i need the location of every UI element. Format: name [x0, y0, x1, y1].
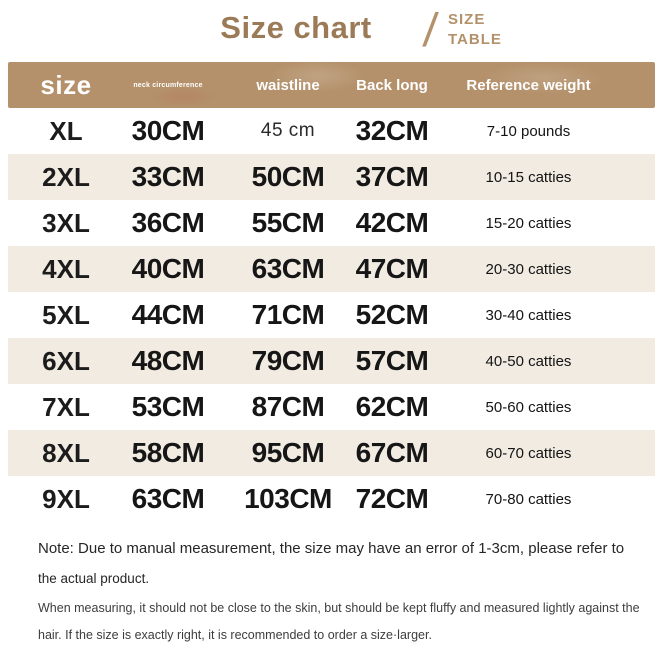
- slash-divider: /: [421, 3, 440, 56]
- weight-cell: 10-15 catties: [485, 168, 572, 186]
- table-row-4xl: [8, 246, 655, 292]
- size-cell: 4XL: [42, 253, 90, 284]
- table-row-8xl: [8, 430, 655, 476]
- notes-section: [38, 540, 638, 642]
- back-cell: 72CM: [355, 483, 429, 514]
- weight-cell: 20-30 catties: [485, 260, 572, 278]
- size-cell: 8XL: [42, 437, 90, 468]
- neck-cell: 36CM: [131, 207, 205, 238]
- neck-cell: 48CM: [131, 345, 205, 376]
- neck-cell: 33CM: [131, 161, 205, 192]
- table-row-xl: [8, 108, 655, 154]
- title-block: [0, 0, 667, 62]
- back-cell: 52CM: [355, 299, 429, 330]
- weight-cell: 70-80 catties: [485, 490, 572, 508]
- waist-cell: 103CM: [244, 483, 332, 514]
- waist-cell: 63CM: [251, 253, 325, 284]
- waist-cell: 87CM: [251, 391, 325, 422]
- column-header-back-long: Back long: [356, 76, 428, 94]
- table-row-5xl: [8, 292, 655, 338]
- column-header-reference-weight: Reference weight: [466, 76, 591, 94]
- note-line-1: Note: Due to manual measurement, the size may have an error of 1-3cm, please refer to: [38, 540, 625, 557]
- size-cell: 5XL: [42, 299, 90, 330]
- back-cell: 32CM: [355, 115, 429, 146]
- table-row-9xl: [8, 476, 655, 522]
- neck-cell: 58CM: [131, 437, 205, 468]
- table-body: [8, 108, 655, 522]
- waist-cell: 50CM: [251, 161, 325, 192]
- neck-cell: 44CM: [131, 299, 205, 330]
- note-line-4: hair. If the size is exactly right, it is recommended to order a size·larger.: [38, 628, 432, 642]
- back-cell: 57CM: [355, 345, 429, 376]
- size-cell: 2XL: [42, 161, 90, 192]
- waist-cell: 79CM: [251, 345, 325, 376]
- column-header-waistline: waistline: [256, 76, 320, 94]
- size-cell: 9XL: [42, 483, 90, 514]
- table-row-6xl: [8, 338, 655, 384]
- waist-cell: 55CM: [251, 207, 325, 238]
- back-cell: 37CM: [355, 161, 429, 192]
- table-header-row: [8, 62, 655, 108]
- weight-cell: 15-20 catties: [485, 214, 572, 232]
- back-cell: 47CM: [355, 253, 429, 284]
- neck-cell: 30CM: [131, 115, 205, 146]
- size-cell: XL: [49, 115, 83, 146]
- waist-cell: 95CM: [251, 437, 325, 468]
- note-line-3: When measuring, it should not be close to the skin, but should be kept fluffy and measured lightly against the: [38, 601, 640, 615]
- weight-cell: 7-10 pounds: [486, 122, 571, 140]
- size-cell: 7XL: [42, 391, 90, 422]
- neck-cell: 63CM: [131, 483, 205, 514]
- weight-cell: 40-50 catties: [485, 352, 572, 370]
- waist-cell: 45 cm: [260, 120, 316, 141]
- table-row-2xl: [8, 154, 655, 200]
- back-cell: 62CM: [355, 391, 429, 422]
- column-header-size: size: [40, 69, 92, 100]
- size-cell: 6XL: [42, 345, 90, 376]
- table-row-7xl: [8, 384, 655, 430]
- neck-cell: 53CM: [131, 391, 205, 422]
- page-title: Size chart: [220, 10, 372, 45]
- waist-cell: 71CM: [251, 299, 325, 330]
- neck-cell: 40CM: [131, 253, 205, 284]
- weight-cell: 60-70 catties: [485, 444, 572, 462]
- note-line-2: the actual product.: [38, 571, 150, 586]
- back-cell: 42CM: [355, 207, 429, 238]
- table-row-3xl: [8, 200, 655, 246]
- back-cell: 67CM: [355, 437, 429, 468]
- subtitle-line-1: SIZE: [448, 11, 486, 28]
- subtitle-line-2: TABLE: [448, 31, 502, 48]
- weight-cell: 50-60 catties: [485, 398, 572, 416]
- page-subtitle: [448, 10, 502, 50]
- size-cell: 3XL: [42, 207, 90, 238]
- weight-cell: 30-40 catties: [485, 306, 572, 324]
- column-header-neck-circumference: neck circumference: [133, 81, 203, 89]
